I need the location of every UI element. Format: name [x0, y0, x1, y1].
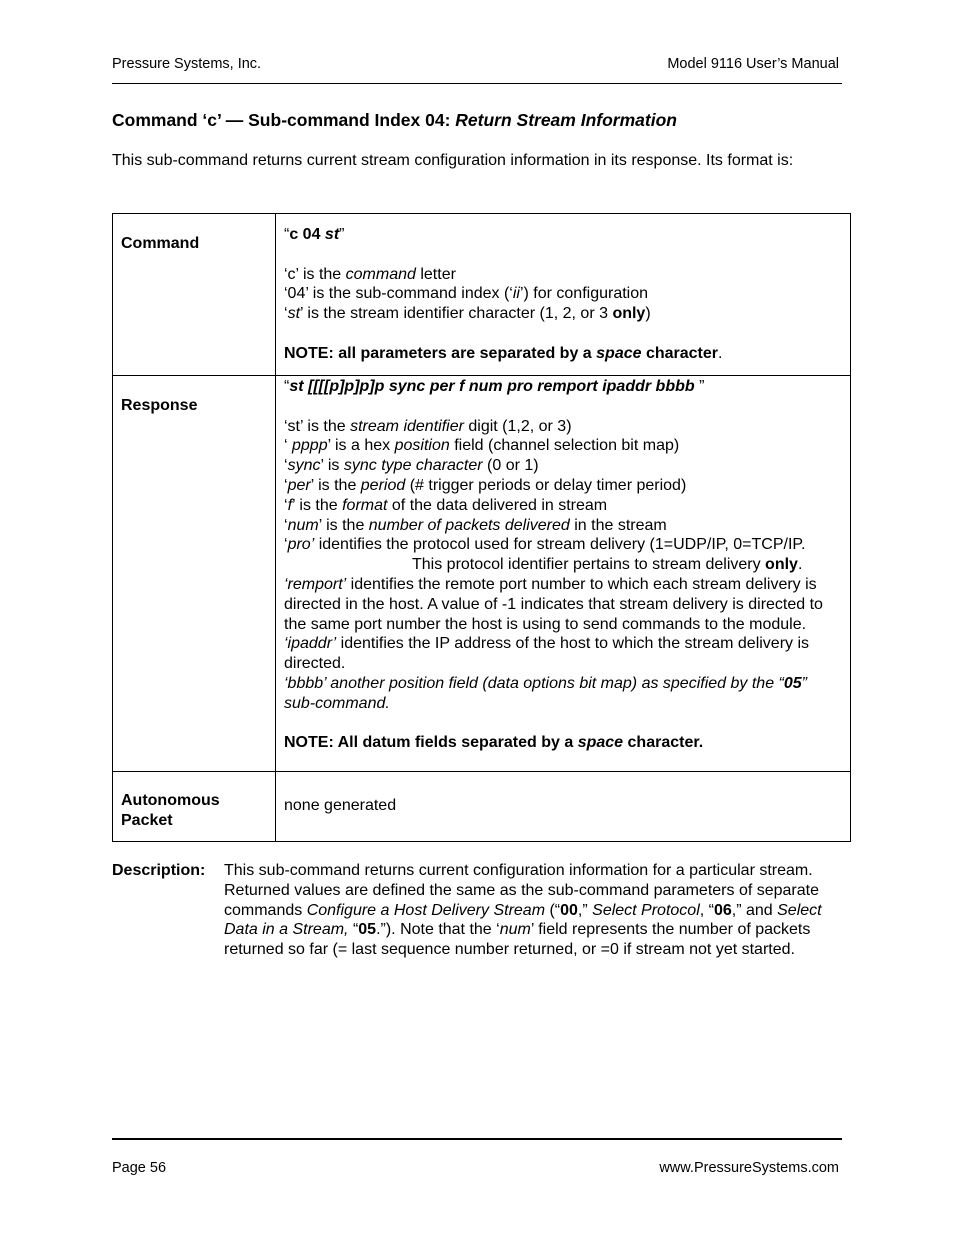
command-line-st: ‘st’ is the stream identifier character (1, 2, or 3 only) [284, 305, 651, 323]
response-line-bbbb: ‘bbbb’ another position field (data options bit map) as specified by the “05” sub-command. [284, 674, 807, 712]
response-line-f: ‘f’ is the format of the data delivered in stream [284, 496, 608, 514]
section-title: Command ‘c’ — Sub-command Index 04: Return Stream Information [112, 110, 677, 130]
response-line-pppp: ‘ pppp’ is a hex position field (channel selection bit map) [284, 437, 680, 455]
command-spec-table [112, 213, 851, 842]
table-row-command [113, 214, 851, 376]
footer-page-number: Page 56 [112, 1160, 167, 1176]
command-content [276, 214, 851, 376]
table-row-autonomous [113, 772, 851, 842]
response-content [276, 376, 851, 772]
description-label: Description: [112, 862, 206, 879]
command-note: NOTE: all parameters are separated by a space character. [284, 344, 723, 362]
footer-rule [112, 1138, 842, 1140]
response-syntax: “st [[[[p]p]p]p sync per f num pro remport ipaddr bbbb ” [284, 378, 705, 395]
response-line-per: ‘per’ is the period (# trigger periods or delay timer period) [284, 476, 687, 494]
response-line-sync: ‘sync’ is sync type character (0 or 1) [284, 457, 539, 475]
response-line-pro: ‘pro’ identifies the protocol used for stream delivery (1=UDP/IP, 0=TCP/IP. [284, 536, 806, 554]
response-line-ipaddr: ‘ipaddr’ identifies the IP address of the host to which the stream delivery is directed. [284, 635, 810, 673]
label-command: Command [113, 214, 276, 376]
response-line-pro-continued: This protocol identifier pertains to stream delivery only. [412, 556, 803, 574]
section-title-italic: Return Stream Information [455, 110, 677, 130]
description-text: This sub-command returns current configuration information for a particular stream. Returned values are defined the same as the sub-command parameters of separate commands Configure a Host Delivery Stream (“00,” Select Protocol, “06,” and Select Data in a Stream, “05.”). Note that the ‘num’ field represents the number of packets returned so far (= last sequence number returned, or =0 if stream not yet started. [224, 862, 822, 959]
command-line-c: ‘c’ is the command letter [284, 265, 456, 283]
response-note: NOTE: All datum fields separated by a space character. [284, 734, 704, 752]
autonomous-content: none generated [276, 772, 851, 842]
footer-website: www.PressureSystems.com [659, 1160, 839, 1176]
response-line-remport: ‘remport’ identifies the remote port number to which each stream delivery is directed in the host. A value of -1 indicates that stream delivery is directed to the same port number the host is using to send commands to the module. [284, 575, 823, 633]
command-syntax: “c 04 st” [284, 226, 345, 243]
table-row-response [113, 376, 851, 772]
response-line-st: ‘st’ is the stream identifier digit (1,2, or 3) [284, 417, 572, 435]
header-company: Pressure Systems, Inc. [112, 56, 262, 72]
command-line-04: ‘04’ is the sub-command index (‘ii’) for configuration [284, 285, 649, 303]
label-response: Response [113, 376, 276, 772]
response-line-num: ‘num’ is the number of packets delivered in the stream [284, 516, 667, 534]
header-manual-title: Model 9116 User’s Manual [667, 56, 839, 72]
header-rule [112, 83, 842, 84]
label-autonomous-packet: Autonomous Packet [113, 772, 276, 842]
intro-paragraph: This sub-command returns current stream configuration information in its response. Its format is: [112, 152, 794, 169]
